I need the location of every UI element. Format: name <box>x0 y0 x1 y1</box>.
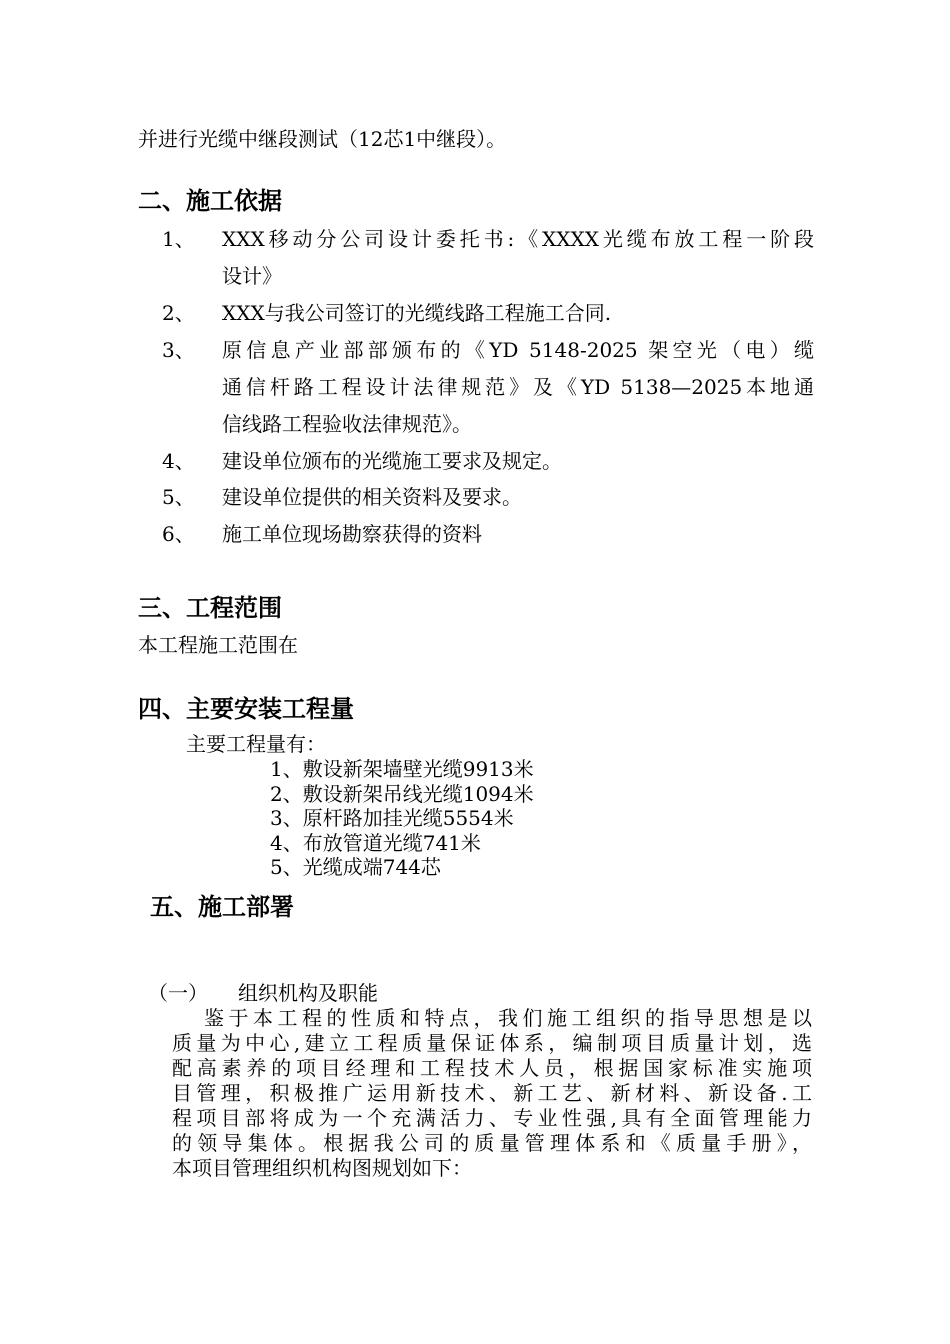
section-5-title: 五、施工部署 <box>150 892 294 921</box>
item-text: 施工单位现场勘察获得的资料 <box>222 522 482 546</box>
section-4-lead: 主要工程量有： <box>186 732 326 756</box>
paragraph-line: 鉴于本工程的性质和特点，我们施工组织的指导思想是以 <box>204 1006 812 1030</box>
item-text: 通信杆路工程设计法律规范》及《YD 5138—2025本地通 <box>222 375 814 399</box>
item-text: 原信息产业部部颁布的《YD 5148-2025 架空光（电）缆 <box>222 338 814 362</box>
item-number: 5、 <box>162 485 195 509</box>
intro-line: 并进行光缆中继段测试（12芯1中继段）。 <box>138 127 507 151</box>
list-item: 5、光缆成端744芯 <box>270 855 441 879</box>
paragraph-line: 质量为中心,建立工程质量保证体系，编制项目质量计划，选 <box>172 1031 812 1055</box>
subsection-title: 组织机构及职能 <box>238 981 378 1005</box>
paragraph-line: 目管理，积极推广运用新技术、新工艺、新材料、新设备.工 <box>172 1081 812 1105</box>
item-number: 6、 <box>162 522 195 546</box>
item-number: 1、 <box>162 227 195 251</box>
section-3-title: 三、工程范围 <box>138 593 282 622</box>
section-2-title: 二、施工依据 <box>138 186 282 215</box>
section-3-body: 本工程施工范围在 <box>138 633 298 657</box>
subsection-number: （一） <box>148 981 208 1005</box>
paragraph-line: 的领导集体。根据我公司的质量管理体系和《质量手册》， <box>172 1131 812 1155</box>
item-number: 2、 <box>162 301 195 325</box>
item-number: 3、 <box>162 338 195 362</box>
item-text: 建设单位颁布的光缆施工要求及规定。 <box>222 449 562 473</box>
list-item: 2、敷设新架吊线光缆1094米 <box>270 782 534 806</box>
paragraph-line: 程项目部将成为一个充满活力、专业性强,具有全面管理能力 <box>172 1106 812 1130</box>
paragraph-line: 配高素养的项目经理和工程技术人员，根据国家标准实施项 <box>172 1056 812 1080</box>
item-text: 设计》 <box>222 264 282 288</box>
item-text: XXX移动分公司设计委托书:《XXXX光缆布放工程一阶段 <box>222 227 814 251</box>
list-item: 1、敷设新架墙壁光缆9913米 <box>270 757 534 781</box>
item-text: 建设单位提供的相关资料及要求。 <box>222 485 522 509</box>
paragraph-line: 本项目管理组织机构图规划如下： <box>172 1156 472 1180</box>
item-number: 4、 <box>162 449 195 473</box>
list-item: 3、原杆路加挂光缆5554米 <box>270 806 514 830</box>
item-text: XXX与我公司签订的光缆线路工程施工合同. <box>222 301 612 325</box>
list-item: 4、布放管道光缆741米 <box>270 831 481 855</box>
item-text: 信线路工程验收法律规范》。 <box>222 412 472 436</box>
section-4-title: 四、主要安装工程量 <box>138 694 354 723</box>
